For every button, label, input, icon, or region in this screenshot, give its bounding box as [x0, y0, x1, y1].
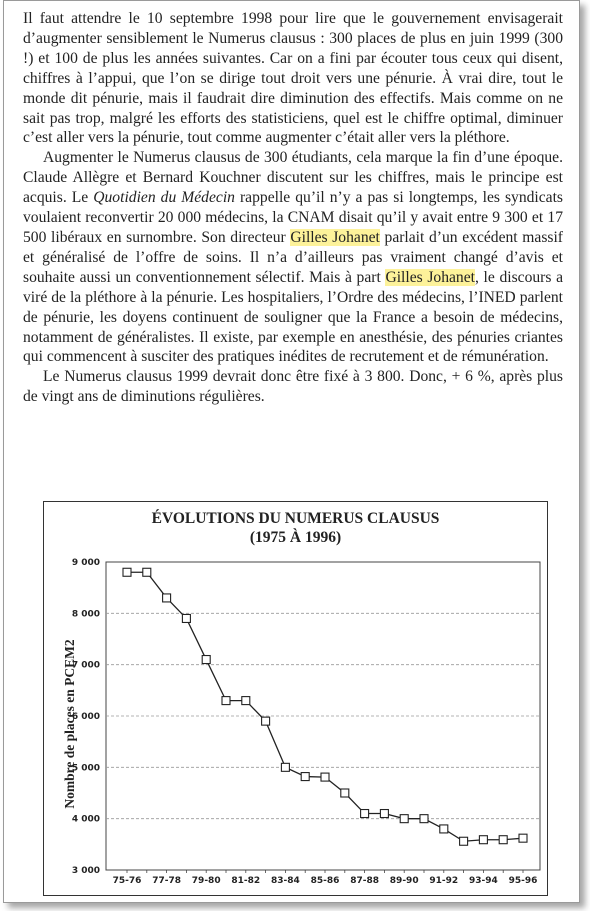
text-segment: Il faut attendre le 10 septembre 1998 pour lire que le gouvernement envisagerait d’augmenter sensiblement le Numerus clausus : 300 places de plus en juin 1999 (300 !) et 100 de plus les années suivantes. Car on a fini par écouter tous ceux qui disent, chiffres à l’appui, que l’on se dirige tout droit vers une pénurie. À vrai dire, tout le monde dit pénurie, mais il faudrait dire diminution des effectifs. Mais comme on ne sait pas trop, malgré les efforts des statisticiens, quel est le chiffre optimal, diminuer c’est aller vers la pénurie, tout comme augmenter c’était aller vers la pléthore.	[23, 10, 563, 147]
series-line	[127, 572, 523, 841]
x-tick-label: 91-92	[429, 876, 459, 886]
x-tick-label: 87-88	[350, 876, 379, 886]
y-tick-label: 9 000	[71, 558, 100, 568]
x-tick-label: 81-82	[231, 876, 261, 886]
data-point-marker	[182, 614, 190, 622]
paragraph-3	[23, 367, 563, 407]
y-tick-label: 7 000	[71, 660, 100, 671]
y-tick-label: 8 000	[71, 609, 100, 620]
highlighted-name: Gilles Johanet	[385, 268, 475, 286]
data-point-marker	[242, 697, 250, 705]
data-point-marker	[380, 810, 388, 818]
x-tick-label: 89-90	[389, 876, 419, 886]
page	[3, 0, 580, 903]
x-tick-label: 93-94	[469, 876, 498, 886]
data-point-marker	[460, 837, 468, 845]
body-text	[23, 9, 563, 407]
data-point-marker	[479, 836, 487, 844]
data-point-marker	[321, 773, 329, 781]
text-segment: Augmenter le Numerus clausus de 300 étudiants, cela marque la fin d’une époque. Claude Allègre et Bernard Kouchner discutent sur les chiffres, mais le principe est acquis. Le	[23, 149, 563, 207]
data-point-marker	[202, 656, 210, 664]
highlighted-name: Gilles Johanet	[290, 228, 380, 246]
data-point-marker	[440, 825, 448, 833]
chart-subtitle: (1975 À 1996)	[249, 529, 342, 546]
y-tick-label: 3 000	[71, 866, 100, 876]
x-tick-label: 77-78	[152, 876, 181, 886]
x-tick-label: 85-86	[310, 876, 340, 886]
data-point-marker	[420, 815, 428, 823]
data-point-marker	[222, 697, 230, 705]
text-segment: , le discours a viré de la pléthore à la pénurie. Les hospitaliers, l’Ordre des médecins, l’INED parlent de pénurie, les doyens continuent de souligner que la France a besoin de médecins, notamment de généralistes. Il existe, par exemple en anesthésie, des pénuries criantes qui commencent à susciter des pratiques inédites de recrutement et de rémunération.	[23, 268, 563, 366]
paragraph-2	[23, 148, 563, 367]
x-tick-label: 95-96	[508, 876, 538, 886]
data-point-marker	[361, 810, 369, 818]
chart-title: ÉVOLUTIONS DU NUMERUS CLAUSUS	[151, 510, 440, 527]
data-point-marker	[281, 763, 289, 771]
paragraph-1	[23, 9, 563, 148]
data-point-marker	[341, 789, 349, 797]
data-point-marker	[143, 568, 151, 576]
data-point-marker	[163, 594, 171, 602]
x-tick-label: 83-84	[271, 876, 300, 886]
text-segment: rappelle qu’il n’y a pas si longtemps, les syndicats voulaient reconvertir 20 000 médecins, la CNAM disait qu’il y avait entre 9 300 et 17 500 libéraux en surnombre. Son directeur	[23, 189, 563, 246]
numerus-clausus-chart	[43, 501, 548, 896]
y-tick-label: 6 000	[71, 712, 100, 722]
y-tick-label: 4 000	[71, 814, 100, 825]
italic-title: Quotidien du Médecin	[93, 189, 235, 207]
data-point-marker	[400, 815, 408, 823]
x-tick-label: 79-80	[191, 876, 221, 886]
data-point-marker	[262, 717, 270, 725]
text-segment: Le Numerus clausus 1999 devrait donc être fixé à 3 800. Donc, + 6 %, après plus de vingt ans de diminutions régulières.	[23, 368, 563, 406]
data-point-marker	[301, 773, 309, 781]
data-point-marker	[519, 834, 527, 842]
data-point-marker	[499, 836, 507, 844]
y-axis-label: Nombre de places en PCEM2	[62, 639, 77, 809]
chart-plot	[44, 502, 546, 894]
data-point-marker	[123, 568, 131, 576]
y-tick-label: 5 000	[71, 763, 100, 774]
x-tick-label: 75-76	[112, 876, 142, 886]
text-segment: parlait d’un excédent massif et généralisé de l’offre de soins. Il n’a d’ailleurs pas vraiment changé d’avis et souhaite aussi un conventionnement sélectif. Mais à part	[23, 228, 563, 286]
